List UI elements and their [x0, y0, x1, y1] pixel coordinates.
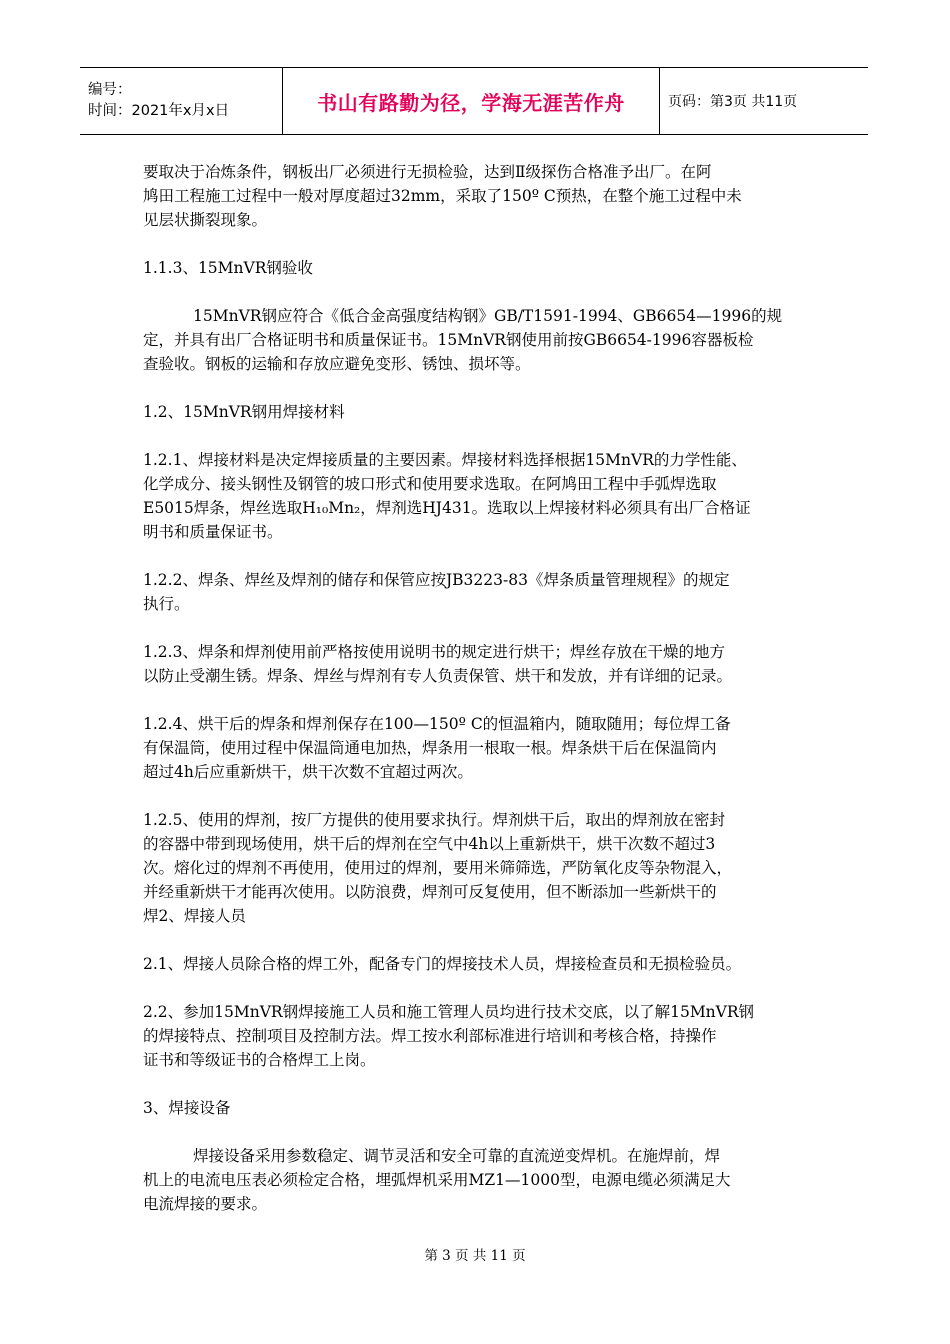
- text-line: 明书和质量保证书。: [143, 523, 283, 541]
- paragraph-1-2-2: [143, 568, 823, 616]
- text-line: 定，并具有出厂合格证明书和质量保证书。15MnVR钢使用前按GB6654-1996容器板检: [143, 331, 754, 349]
- text-line: 焊接设备采用参数稳定、调节灵活和安全可靠的直流逆变焊机。在施焊前，焊: [193, 1147, 721, 1165]
- header-motto-cell: [282, 68, 660, 134]
- text-line: 2.1、焊接人员除合格的焊工外，配备专门的焊接技术人员，焊接检查员和无损检验员。: [143, 955, 742, 973]
- text-line: 查验收。钢板的运输和存放应避免变形、锈蚀、损坏等。: [143, 355, 531, 373]
- paragraph-1-2-4: [143, 712, 823, 784]
- text-line: 次。熔化过的焊剂不再使用，使用过的焊剂，要用米筛筛选，严防氧化皮等杂物混入，: [143, 859, 733, 877]
- document-date-label: 时间：2021年x月x日: [88, 103, 230, 119]
- text-line: 15MnVR钢应符合《低合金高强度结构钢》GB/T1591-1994、GB6654—1996的规: [193, 307, 783, 325]
- text-line: 3、焊接设备: [143, 1099, 231, 1117]
- text-line: 鸠田工程施工过程中一般对厚度超过32mm，采取了150º C预热，在整个施工过程中未: [143, 187, 742, 205]
- text-line: 电流焊接的要求。: [143, 1195, 268, 1213]
- text-line: 超过4h后应重新烘干，烘干次数不宜超过两次。: [143, 763, 473, 781]
- text-line: 1.2.2、焊条、焊丝及焊剂的储存和保管应按JB3223-83《焊条质量管理规程》的规定: [143, 571, 730, 589]
- paragraph-2-1: [143, 952, 823, 976]
- paragraph-1-2-5: [143, 808, 823, 928]
- header-page-info-cell: [660, 68, 868, 134]
- text-line: 1.2、15MnVR钢用焊接材料: [143, 403, 345, 421]
- text-line: 的容器中带到现场使用，烘干后的焊剂在空气中4h以上重新烘干，烘干次数不超过3: [143, 835, 716, 853]
- text-line: 1.2.4、烘干后的焊条和焊剂保存在100—150º C的恒温箱内，随取随用；每位焊工备: [143, 715, 731, 733]
- text-line: 以防止受潮生锈。焊条、焊丝与焊剂有专人负责保管、烘干和发放，并有详细的记录。: [143, 667, 733, 685]
- text-line: 2.2、参加15MnVR钢焊接施工人员和施工管理人员均进行技术交底，以了解15MnVR钢: [143, 1003, 755, 1021]
- header-meta: [80, 68, 282, 134]
- section-heading-1-1-3: [143, 256, 823, 280]
- section-heading-3: [143, 1096, 823, 1120]
- page-header: [80, 67, 868, 135]
- text-line: 有保温筒，使用过程中保温筒通电加热，焊条用一根取一根。焊条烘干后在保温筒内: [143, 739, 717, 757]
- paragraph-continued: [143, 160, 823, 232]
- text-line: 1.2.5、使用的焊剂，按厂方提供的使用要求执行。焊剂烘干后，取出的焊剂放在密封: [143, 811, 725, 829]
- document-body: [143, 160, 823, 1240]
- text-line: 证书和等级证书的合格焊工上岗。: [143, 1051, 376, 1069]
- text-line: 1.2.3、焊条和焊剂使用前严格按使用说明书的规定进行烘干；焊丝存放在干燥的地方: [143, 643, 725, 661]
- text-line: 见层状撕裂现象。: [143, 211, 268, 229]
- text-line: E5015焊条，焊丝选取H₁₀Mn₂，焊剂选HJ431。选取以上焊接材料必须具有出厂合格证: [143, 499, 751, 517]
- text-line: 并经重新烘干才能再次使用。以防浪费，焊剂可反复使用，但不断添加一些新烘干的: [143, 883, 717, 901]
- text-line: 焊2、焊接人员: [143, 907, 246, 925]
- document-number-label: 编号：: [88, 82, 132, 98]
- paragraph-steel-acceptance: [143, 304, 823, 376]
- section-heading-1-2: [143, 400, 823, 424]
- text-line: 执行。: [143, 595, 190, 613]
- paragraph-2-2: [143, 1000, 823, 1072]
- paragraph-welding-equipment: [143, 1144, 823, 1216]
- header-motto: 书山有路勤为径，学海无涯苦作舟: [317, 90, 625, 115]
- text-line: 的焊接特点、控制项目及控制方法。焊工按水利部标准进行培训和考核合格，持操作: [143, 1027, 717, 1045]
- text-line: 化学成分、接头钢性及钢管的坡口形式和使用要求选取。在阿鸠田工程中手弧焊选取: [143, 475, 717, 493]
- text-line: 1.1.3、15MnVR钢验收: [143, 259, 313, 277]
- footer-page-number: 第 3 页 共 11 页: [424, 1248, 526, 1264]
- paragraph-1-2-1: [143, 448, 823, 544]
- paragraph-1-2-3: [143, 640, 823, 688]
- text-line: 要取决于冶炼条件，钢板出厂必须进行无损检验，达到Ⅱ级探伤合格准予出厂。在阿: [143, 163, 712, 181]
- text-line: 1.2.1、焊接材料是决定焊接质量的主要因素。焊接材料选择根据15MnVR的力学性能、: [143, 451, 747, 469]
- header-page-info: 页码：第3页 共11页: [668, 94, 798, 110]
- page-footer: [0, 1244, 950, 1264]
- text-line: 机上的电流电压表必须检定合格，埋弧焊机采用MZ1—1000型，电源电缆必须满足大: [143, 1171, 731, 1189]
